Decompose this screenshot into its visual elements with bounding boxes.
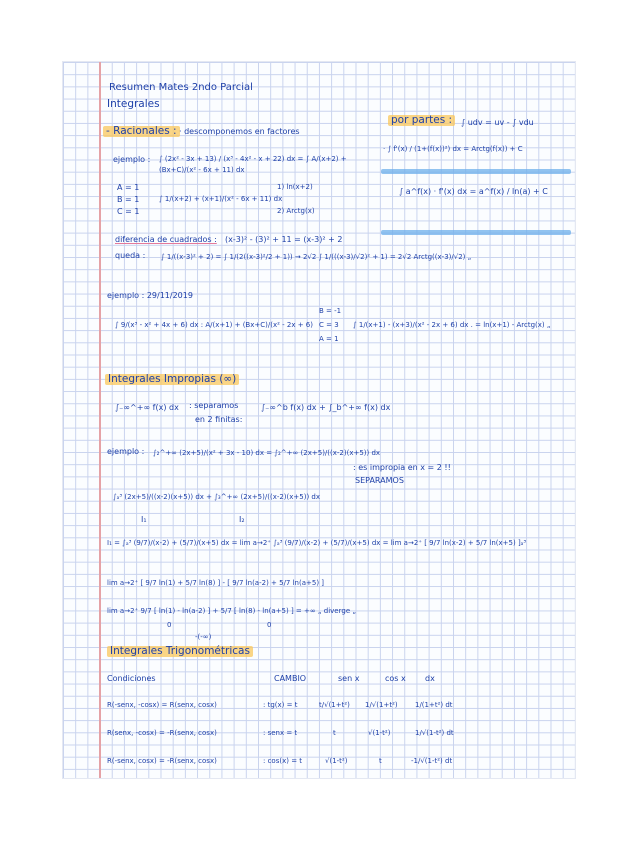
trig-row2-cambio: : senx = t [263, 729, 298, 737]
diferencia-expr: (x-3)² - (3)² + 11 = (x-3)² + 2 [225, 235, 343, 244]
ej2-constant-c: C = 3 [319, 321, 339, 329]
minus-infinity-note: -(-∞) [195, 633, 212, 641]
ejemplo1-label: ejemplo : [113, 155, 151, 164]
result-1: 1) ln(x+2) [277, 183, 313, 191]
trig-header-cambio: CAMBIO [274, 674, 307, 683]
trig-header-dx: dx [425, 674, 435, 683]
exp-formula: ∫ a^f(x) · f'(x) dx = a^f(x) / ln(a) + C [399, 187, 548, 196]
i2-label: I₂ [239, 515, 245, 524]
margin-line [99, 62, 101, 778]
racionales-desc: · descomponemos en factores [179, 127, 300, 136]
trig-row2-sen: t [333, 729, 336, 737]
trig-row2-cond: R(senx, -cosx) = -R(senx, cosx) [107, 729, 217, 737]
trig-row3-cos: t [379, 757, 382, 765]
trig-header-cosx: cos x [385, 674, 406, 683]
highlight-bar-1 [381, 169, 571, 174]
diferencia-label: diferencia de cuadrados : [115, 235, 217, 244]
limit-line-2: lim a→2⁺ 9/7 [ ln(1) - ln(a-2) ] + 5/7 [ ln(8) - ln(a+5) ] = +∞ „ diverge „ [107, 607, 356, 615]
ejemplo2-integral: ∫ 9/(x³ - x² + 4x + 6) dx : A/(x+1) + (Bx+C)/(x² - 2x + 6) [115, 321, 313, 329]
constant-b: B = 1 [117, 195, 140, 204]
i1-evaluation: I₁ = ∫ₐ³ (9/7)/(x-2) + (5/7)/(x+5) dx = lim a→2⁺ ∫ₐ³ (9/7)/(x-2) + (5/7)/(x+5) dx = lim a→2⁺ [ 9/7 ln(x-2) + 5/7 ln(x+5) ]ₐ³ [107, 539, 527, 547]
notebook-page [63, 62, 575, 778]
trig-row1-cos: 1/√(1+t²) [365, 701, 398, 709]
limit-line-1: lim a→2⁺ [ 9/7 ln(1) + 5/7 ln(8) ] - [ 9/7 ln(a-2) + 5/7 ln(a+5) ] [107, 579, 325, 587]
trig-row3-cond: R(-senx, cosx) = -R(senx, cosx) [107, 757, 217, 765]
trig-row2-cos: √(1-t²) [368, 729, 391, 737]
highlight-bar-2 [381, 230, 571, 235]
improper-integral: ∫₋∞^+∞ f(x) dx [115, 403, 179, 412]
i1-label: I₁ [141, 515, 147, 524]
ejemplo1-integral: ∫ (2x² - 3x + 13) / (x³ - 4x² - x + 22) dx = ∫ A/(x+2) + (Bx+C)/(x² - 6x + 11) dx [159, 155, 347, 174]
page-title: Resumen Mates 2ndo Parcial [109, 82, 253, 93]
separamos-note-1: : separamos [189, 401, 239, 410]
impropia-note: : es impropia en x = 2 !! [353, 463, 451, 472]
ejemplo1-split: ∫ 1/(x+2) + (x+1)/(x² - 6x + 11) dx [159, 195, 283, 203]
section-integrales: Integrales [107, 98, 160, 110]
ejemplo2-label: ejemplo : 29/11/2019 [107, 291, 193, 300]
constant-c: C = 1 [117, 207, 140, 216]
i1-i2-expr: ∫ₐ³ (2x+5)/((x-2)(x+5)) dx + ∫₃^+∞ (2x+5)/((x-2)(x+5)) dx [113, 493, 321, 501]
trig-heading: Integrales Trigonométricas [107, 646, 253, 657]
ej2-constant-a: A = 1 [319, 335, 339, 343]
trig-row1-dx: 1/(1+t²) dt [415, 701, 453, 709]
result-2: 2) Arctg(x) [277, 207, 315, 215]
improper-split-expr: ∫₋∞^b f(x) dx + ∫_b^+∞ f(x) dx [261, 403, 391, 412]
por-partes-formula: ∫ udv = uv - ∫ vdu [461, 118, 534, 127]
zero-1: 0 [167, 621, 172, 629]
racionales-label: - Racionales : [103, 126, 180, 137]
impropias-heading: Integrales Impropias (∞) [105, 374, 239, 385]
arctg-formula: · ∫ f'(x) / (1+(f(x))²) dx = Arctg(f(x)) + C [383, 145, 523, 153]
trig-row1-cambio: : tg(x) = t [263, 701, 298, 709]
separamos-note-2: en 2 finitas: [195, 415, 243, 424]
ejemplo3-integral: ∫₂^+∞ (2x+5)/(x² + 3x - 10) dx = ∫₂^+∞ (2x+5)/((x-2)(x+5)) dx [153, 449, 381, 457]
queda-label: queda : [115, 251, 146, 260]
trig-row1-cond: R(-senx, -cosx) = R(senx, cosx) [107, 701, 217, 709]
por-partes-label: por partes : [388, 115, 455, 126]
trig-row2-dx: 1/√(1-t²) dt [415, 729, 454, 737]
trig-row1-sen: t/√(1+t²) [319, 701, 350, 709]
queda-expr: ∫ 1/((x-3)² + 2) = ∫ 1/(2((x-3)²/2 + 1)) → 2√2 ∫ 1/(((x-3)/√2)² + 1) = 2√2 Arctg((x-3)/√2) „ [161, 253, 472, 261]
ejemplo2-result: ∫ 1/(x+1) - (x+3)/(x² - 2x + 6) dx . = ln(x+1) - Arctg(x) „ [353, 321, 551, 329]
trig-row3-dx: -1/√(1-t²) dt [411, 757, 453, 765]
trig-row3-cambio: : cos(x) = t [263, 757, 303, 765]
trig-header-condiciones: Condiciones [107, 674, 156, 683]
constant-a: A = 1 [117, 183, 140, 192]
ejemplo3-label: ejemplo : [107, 447, 145, 456]
ej2-constant-b: B = -1 [319, 307, 342, 315]
separamos-label: SEPARAMOS [355, 476, 404, 485]
trig-row3-sen: √(1-t²) [325, 757, 348, 765]
trig-header-senx: sen x [338, 674, 360, 683]
zero-2: 0 [267, 621, 272, 629]
